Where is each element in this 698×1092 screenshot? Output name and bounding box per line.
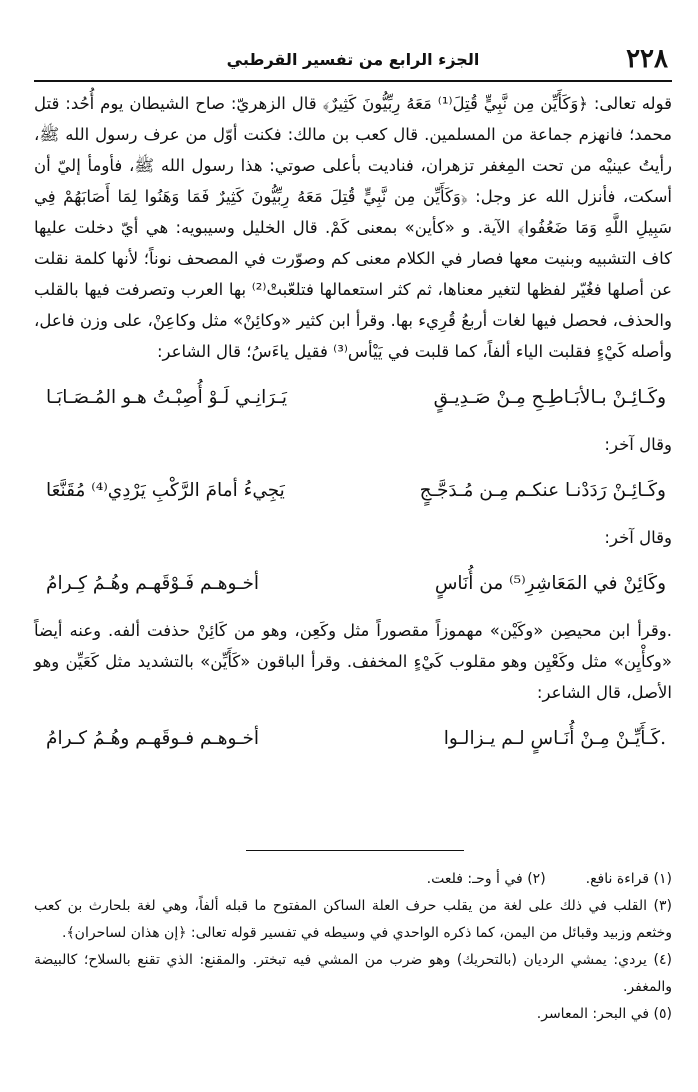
page xyxy=(34,40,672,770)
verse-2-second-hemistich: يَجِيءُ أمامَ الرَّكْبِ يَرْدِي⁽⁴⁾ مُقَنَّعَا xyxy=(46,480,285,501)
footnotes xyxy=(34,866,672,1028)
footnote-3: (٣) القلب في ذلك على لغة من يقلب حرف العلة الساكن المفتوح ما قبله ألفاً، وهي لغة بلحارث بن كعب وخثعم وزبيد وقبائل من اليمن، كما ذكره الواحدي في وسيطه في تفسير قوله تعالى: ﴿إن هذان لساحران﴾. xyxy=(34,898,672,941)
verse-line-4 xyxy=(34,708,672,770)
running-title: الجزء الرابع من تفسير القرطبي xyxy=(226,50,480,69)
page-header xyxy=(34,40,672,82)
verse-intro-2: وقال آخر: xyxy=(604,435,672,454)
footnote-row-1-2 xyxy=(34,866,672,893)
page-number: ٢٢٨ xyxy=(626,44,668,74)
verse-line-2 xyxy=(34,460,672,522)
paragraph-1: قوله تعالى: ﴿وَكَأَيِّن مِن نَّبِيٍّ قُتِلَ⁽¹⁾ مَعَهُ رِبِّيُّونَ كَثِيرٌ﴾ قال الزهريّ: صاح الشيطان يوم أُحُد: قتل محمد؛ فانهزم جماعة من المسلمين. قال كعب بن مالك: فكنت أوّل من عرف رسول الله ﷺ، رأيتُ عينيْه من تحت المِغفر تزهران، فناديت بأعلى صوتي: هذا رسول الله ﷺ، فأومأ إليّ أن أسكت، فأنزل الله عز وجل: ﴿وَكَأَيِّن مِن نَّبِيٍّ قُتِلَ مَعَهُ رِبِّيُّونَ كَثِيرٌ فَمَا وَهَنُوا لِمَا أَصَابَهُمْ فِي سَبِيلِ اللَّهِ وَمَا ضَعُفُوا﴾ الآية. و «كأين» بمعنى كَمْ. قال الخليل وسيبويه: هي أيّ دخلت عليها كاف التشبيه وبنيت معها فصار في الكلام معنى كم وصوّرت في المصحف نوناً؛ لأنها كلمة نقلت عن أصلها فغُيّر لفظها لتغير معناها، ثم كثر استعمالها فتلعّبتْ⁽²⁾ بها العرب وتصرفت فيها بالقلب والحذف، فحصل فيها لغات أربعُ قُرِيء بها. وقرأ ابن كثير «وكائِنْ» مثل وكاعِنْ، على وزن فاعل، وأصله كَيْءٍ فقلبت الياء ألفاً، كما قلبت في يَيْأس⁽³⁾ فقيل ياءَسُ؛ قال الشاعر: xyxy=(34,94,672,361)
paragraph-2: .وقرأ ابن محيصِن «وكَيْن» مهموزاً مقصوراً مثل وكَعِن، وهو من كَائِنْ حذفت ألفه. وعنه أيضاً «وكأْيِن» مثل وكَعْيِن وهو مقلوب كَيْءٍ المخفف. وقرأ الباقون «كَأَيِّن» بالتشديد مثل كَعَيِّن وهو الأصل، قال الشاعر: xyxy=(34,621,672,702)
verse-1-first-hemistich: وكَـائِـنْ بـالأبَـاطِـحِ مِـنْ صَـدِيـقٍ xyxy=(433,387,666,408)
footnote-5: (٥) في البحر: المعاسر. xyxy=(536,1006,672,1022)
verse-1-second-hemistich: يَـرَانِـي لَـوْ أُصِبْـتُ هـو المُـصَـابَـا xyxy=(46,387,287,408)
footnote-4: (٤) يردي: يمشي الرديان (بالتحريك) وهو ضرب من المشي فيه تبختر. والمقنع: الذي تقنع بالسلاح؛ كالبيضة والمغفر. xyxy=(34,952,672,995)
footnote-1: (١) قراءة نافع. xyxy=(585,871,672,887)
verse-3-first-hemistich: وكَائِنْ في المَعَاشِرِ⁽⁵⁾ من أُنَاسٍ xyxy=(434,573,666,594)
verse-2-first-hemistich: وكَـائِـنْ رَدَدْنـا عنكـم مِـن مُـدَجَّـجٍ xyxy=(419,480,666,501)
verse-line-3 xyxy=(34,553,672,615)
verse-4-first-hemistich: .كَـأَيِّـنْ مِـنْ أُنَـاسٍ لـم يـزالـوا xyxy=(443,728,666,749)
footnote-2: (٢) في أ وحـ: فلعت. xyxy=(426,871,546,887)
verse-intro-3: وقال آخر: xyxy=(604,528,672,547)
verse-4-second-hemistich: أخـوهـم فـوقَهـم وهُـمُ كـرامُ xyxy=(46,728,260,749)
main-text xyxy=(34,88,672,770)
verse-3-second-hemistich: أخـوهـم فَـوْقَهـم وهُـمُ كِـرامُ xyxy=(46,573,260,594)
verse-line-1 xyxy=(34,367,672,429)
footnote-divider xyxy=(246,850,464,851)
